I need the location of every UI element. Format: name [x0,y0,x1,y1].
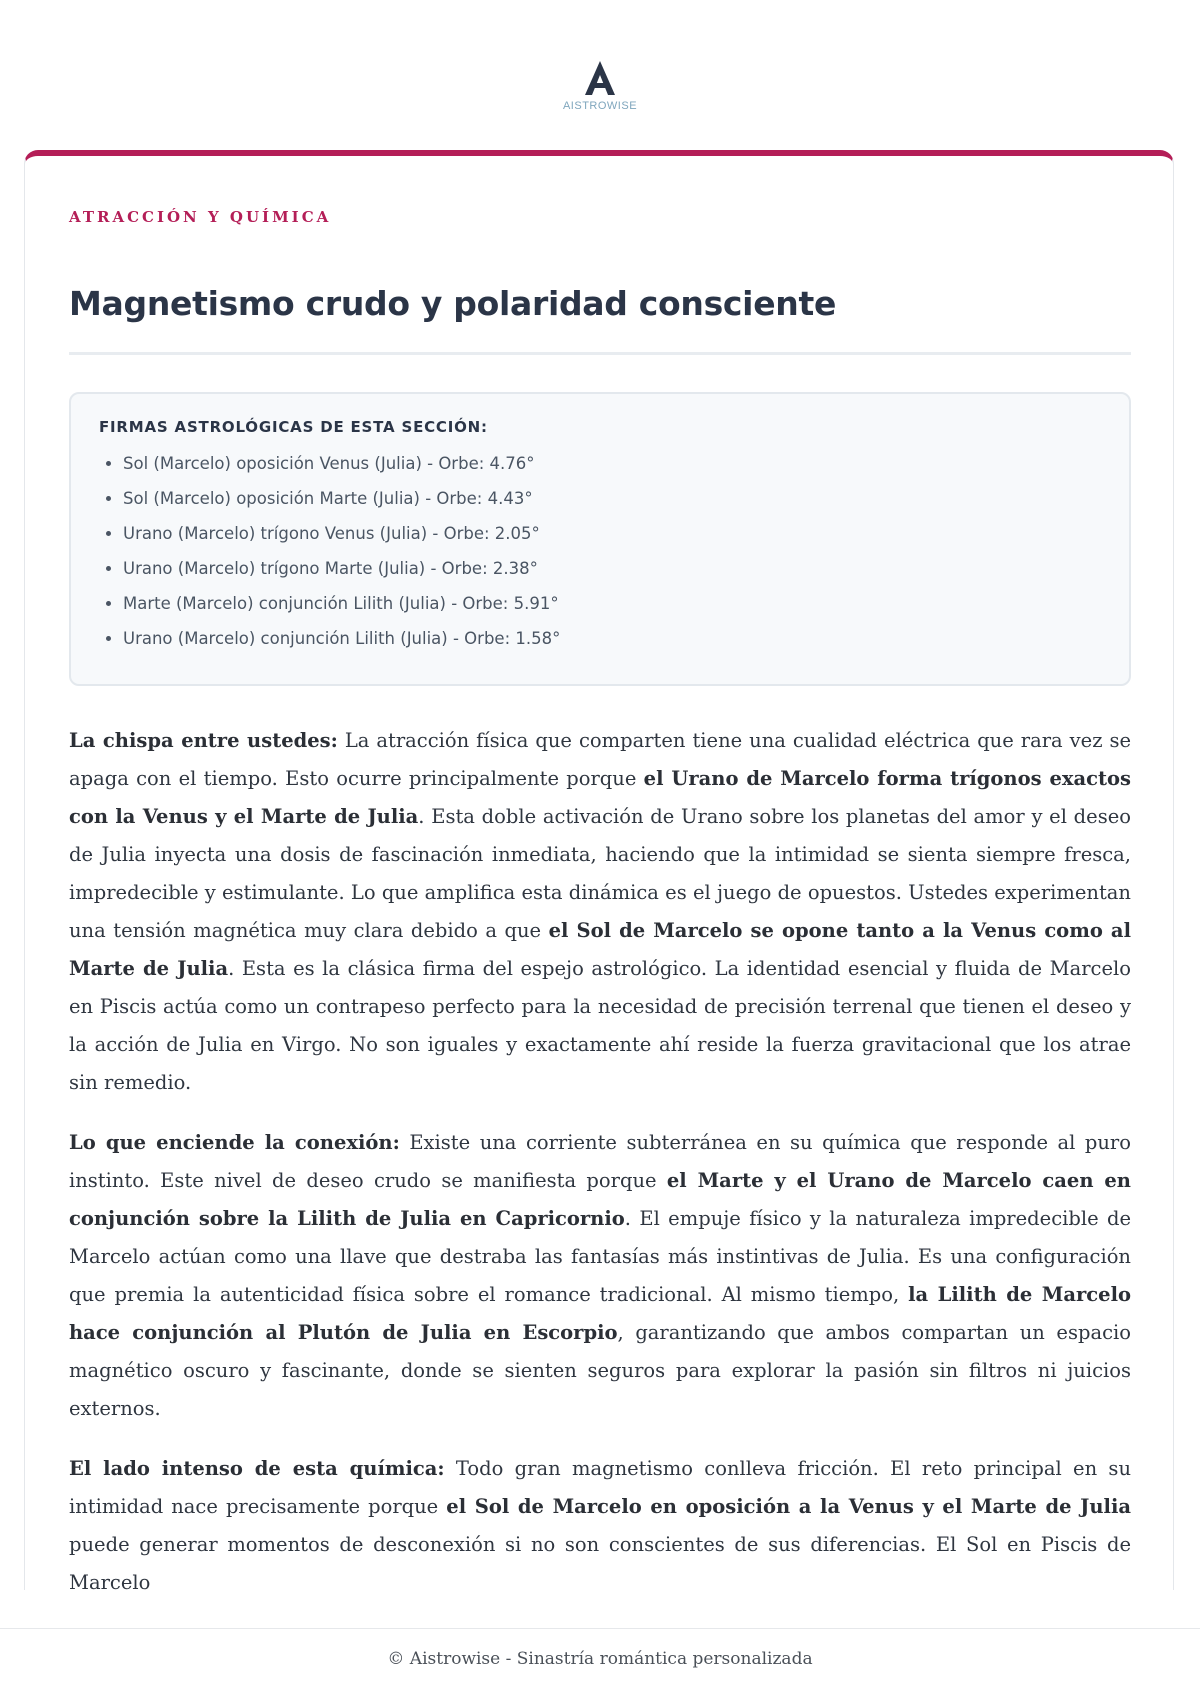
section-eyebrow: ATRACCIÓN Y QUÍMICA [69,208,332,226]
section-body [69,722,1131,1624]
paragraph-text: puede generar momentos de desconexión si no son conscientes de sus diferencias. El Sol en Piscis de Marcelo [69,1533,1131,1594]
paragraph-chispa [69,722,1131,1102]
paragraph-text: , garantizando que ambos compartan un espacio magnético oscuro y fascinante, donde se sienten seguros para explorar la pasión sin filtros ni juicios externos. [69,1321,1131,1420]
aspect-item: • Marte (Marcelo) conjunción Lilith (Julia) - Orbe: 5.91° [123,586,1101,621]
aspects-list [99,446,1101,656]
paragraph-lead: Lo que enciende la conexión: [69,1131,400,1154]
section-card [24,150,1174,1594]
aspect-item: • Sol (Marcelo) oposición Marte (Julia) - Orbe: 4.43° [123,481,1101,516]
paragraph-emphasis: el Marte y el Urano de Marcelo caen en conjunción sobre la Lilith de Julia en Capricornio [69,1169,1131,1230]
section-title: Magnetismo crudo y polaridad consciente [69,284,837,323]
paragraph-emphasis: la Lilith de Marcelo hace conjunción al Plutón de Julia en Escorpio [69,1283,1131,1344]
aspect-item: • Urano (Marcelo) trígono Marte (Julia) - Orbe: 2.38° [123,551,1101,586]
aspects-box [69,392,1131,686]
aspect-item: • Urano (Marcelo) trígono Venus (Julia) - Orbe: 2.05° [123,516,1101,551]
aistrowise-logo-icon [580,58,620,98]
aspect-item: • Urano (Marcelo) conjunción Lilith (Julia) - Orbe: 1.58° [123,621,1101,656]
paragraph-intenso [69,1450,1131,1602]
paragraph-lead: El lado intenso de esta química: [69,1457,445,1480]
paragraph-lead: La chispa entre ustedes: [69,729,338,752]
paragraph-conexion [69,1124,1131,1428]
paragraph-emphasis: el Sol de Marcelo se opone tanto a la Venus como al Marte de Julia [69,919,1131,980]
paragraph-emphasis: el Sol de Marcelo en oposición a la Venus y el Marte de Julia [446,1495,1131,1518]
paragraph-text: Existe una corriente subterránea en su química que responde al puro instinto. Este nivel de deseo crudo se manifiesta porque [69,1131,1131,1192]
aspects-heading: FIRMAS ASTROLÓGICAS DE ESTA SECCIÓN: [99,418,488,436]
paragraph-text: . El empuje físico y la naturaleza impredecible de Marcelo actúan como una llave que destraba las fantasías más instintivas de Julia. Es una configuración que premia la autenticidad física sobre el romance tradicional. Al mismo tiempo, [69,1207,1131,1306]
paragraph-text: . Esta es la clásica firma del espejo astrológico. La identidad esencial y fluida de Marcelo en Piscis actúa como un contrapeso perfecto para la necesidad de precisión terrenal que tienen el deseo y la acción de Julia en Virgo. No son iguales y exactamente ahí reside la fuerza gravitacional que los atrae sin remedio. [69,957,1131,1094]
brand-name: AISTROWISE [562,100,638,112]
paragraph-text: . Esta doble activación de Urano sobre los planetas del amor y el deseo de Julia inyecta una dosis de fascinación inmediata, haciendo que la intimidad se sienta siempre fresca, impredecible y estimulante. Lo que amplifica esta dinámica es el juego de opuestos. Ustedes experimentan una tensión magnética muy clara debido a que [69,805,1131,942]
paragraph-text: La atracción física que comparten tiene una cualidad eléctrica que rara vez se apaga con el tiempo. Esto ocurre principalmente porque [69,729,1131,790]
paragraph-text: Todo gran magnetismo conlleva fricción. El reto principal en su intimidad nace precisamente porque [69,1457,1131,1518]
title-divider [69,352,1131,355]
brand-logo [0,58,1200,112]
page-footer: © Aistrowise - Sinastría romántica personalizada [0,1628,1200,1697]
paragraph-emphasis: el Urano de Marcelo forma trígonos exactos con la Venus y el Marte de Julia [69,767,1131,828]
aspect-item: • Sol (Marcelo) oposición Venus (Julia) - Orbe: 4.76° [123,446,1101,481]
